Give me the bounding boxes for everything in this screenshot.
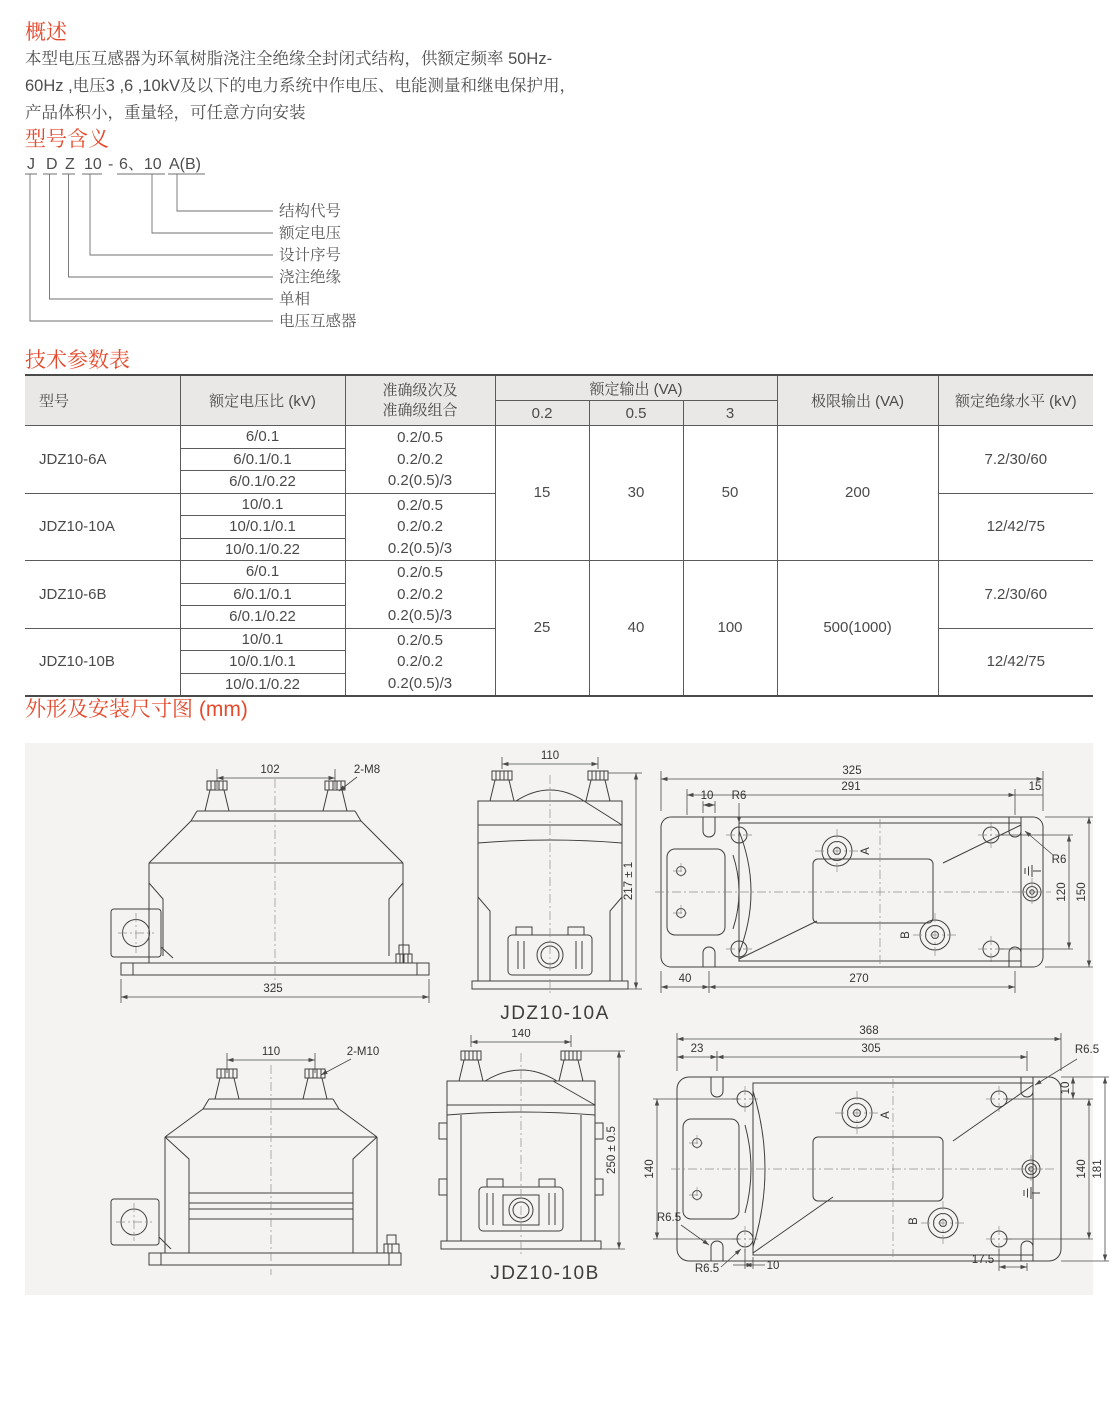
- accuracy-line: 0.2/0.2: [397, 585, 443, 603]
- side-notch: [595, 1179, 603, 1195]
- code-connector: [69, 174, 274, 277]
- terminal-bolt-icon: [215, 1069, 239, 1099]
- cell-accuracy: [345, 493, 495, 561]
- dim-label: 15: [1028, 781, 1042, 793]
- terminal-a-label: A: [880, 1111, 892, 1119]
- dim-label: 270: [849, 973, 869, 985]
- drawing-caption-b: JDZ10-10B: [490, 1263, 600, 1284]
- model-code-label: 单相: [279, 291, 311, 308]
- col-header-rated-output: 额定输出 (VA): [495, 375, 777, 401]
- cell-ratio: 6/0.1/0.22: [180, 471, 345, 494]
- accuracy-line: 0.2(0.5)/3: [387, 674, 453, 692]
- col-subheader-02: 0.2: [495, 401, 589, 426]
- dim-label: 368: [859, 1025, 879, 1037]
- dim-label: 10: [1060, 1081, 1072, 1095]
- model-meaning-section: [25, 127, 1093, 348]
- dim-label: 40: [678, 973, 692, 985]
- cell-ratio: 6/0.1: [180, 561, 345, 584]
- ground-bolt-icon: [1018, 878, 1046, 906]
- accuracy-line: 0.2/0.5: [397, 496, 443, 514]
- terminal-bolt-icon: [559, 1051, 583, 1081]
- radius-label: R6: [731, 790, 747, 802]
- terminal-a-label: A: [860, 847, 872, 855]
- terminal-bolt-icon: [490, 771, 514, 801]
- dim-label: 140: [644, 1159, 656, 1179]
- dim-label: 140: [511, 1029, 531, 1040]
- code-connector: [50, 174, 274, 299]
- cell-ratio: 10/0.1/0.1: [180, 651, 345, 674]
- cell-accuracy: [345, 426, 495, 494]
- dim-label: 217 ± 1: [623, 861, 635, 901]
- col-header-accuracy-line: 准确级次及: [382, 381, 458, 399]
- accuracy-line: 0.2/0.5: [397, 429, 443, 446]
- cell-model: JDZ10-10A: [25, 493, 180, 561]
- cell-ratio: 6/0.1/0.1: [180, 448, 345, 471]
- dim-label: 23: [690, 1043, 704, 1055]
- cell-limit-output: 200: [777, 426, 938, 561]
- overview-line: 60Hz ,电压3 ,6 ,10kV及以下的电力系统中作电压、电能测量和继电保护用，: [25, 77, 576, 95]
- cell-output-05: 30: [589, 426, 683, 561]
- cell-ratio: 6/0.1/0.22: [180, 606, 345, 629]
- cell-insulation: 7.2/30/60: [938, 561, 1093, 629]
- dim-label: 10: [766, 1260, 780, 1272]
- table-row: [25, 426, 1093, 449]
- side-notch: [439, 1123, 447, 1139]
- drawings-title: 外形及安装尺寸图 (mm): [25, 698, 248, 721]
- terminal-a-icon: [835, 1091, 879, 1135]
- cell-insulation: 12/42/75: [938, 628, 1093, 696]
- accuracy-line: 0.2/0.2: [397, 518, 443, 535]
- col-subheader-3: 3: [683, 401, 777, 426]
- bolt-spec-label: 2-M8: [353, 764, 381, 776]
- cell-limit-output: 500(1000): [777, 561, 938, 697]
- overview-body: [25, 46, 1093, 127]
- accuracy-line: 0.2/0.2: [397, 450, 443, 468]
- body-shoulders: [149, 821, 403, 863]
- model-meaning-title: 型号含义: [25, 128, 109, 151]
- col-subheader-05: 0.5: [589, 401, 683, 426]
- base-plate: [149, 1253, 401, 1265]
- model-code-label: 电压互感器: [279, 313, 357, 330]
- overview-title: 概述: [25, 21, 67, 44]
- radius-label: R6.5: [656, 1212, 682, 1224]
- dim-label: 10: [700, 790, 714, 802]
- drawings-panel: [25, 743, 1104, 1295]
- specs-table-body: [25, 426, 1093, 697]
- col-header-accuracy-line: 准确级组合: [382, 401, 458, 419]
- core-window: [813, 859, 933, 923]
- cell-ratio: 10/0.1: [180, 493, 345, 516]
- dim-label: 110: [540, 750, 560, 762]
- dim-label: 291: [841, 781, 861, 793]
- centerlines: [655, 819, 1051, 965]
- specs-title: 技术参数表: [25, 349, 130, 372]
- cell-output-05: 40: [589, 561, 683, 697]
- model-code-part: -: [108, 156, 114, 173]
- cell-accuracy: [345, 628, 495, 696]
- drawings-section: [25, 697, 1104, 1295]
- terminal-b-label: B: [908, 1217, 920, 1225]
- terminal-b-icon: [921, 1201, 965, 1245]
- cell-output-02: 15: [495, 426, 589, 561]
- body-sides: [149, 863, 403, 963]
- cell-ratio: 10/0.1/0.1: [180, 516, 345, 539]
- cell-ratio: 6/0.1: [180, 426, 345, 449]
- cell-ratio: 10/0.1: [180, 628, 345, 651]
- dim-label: 110: [261, 1046, 281, 1058]
- cell-model: JDZ10-6B: [25, 561, 180, 629]
- col-header-accuracy: [345, 375, 495, 426]
- model-code-part: 10: [84, 156, 102, 173]
- table-row: [25, 561, 1093, 584]
- accuracy-line: 0.2(0.5)/3: [387, 539, 453, 557]
- top-plate: [191, 811, 361, 821]
- model-code-label: 设计序号: [279, 247, 342, 264]
- specs-table: [25, 374, 1093, 697]
- cell-output-3: 100: [683, 561, 777, 697]
- model-code-part: D: [46, 156, 58, 173]
- cell-insulation: 12/42/75: [938, 493, 1093, 561]
- cell-output-02: 25: [495, 561, 589, 697]
- drawing-front-view-a: [105, 751, 445, 1013]
- dim-label: 305: [861, 1043, 881, 1055]
- cell-model: JDZ10-10B: [25, 628, 180, 696]
- terminal-b-icon: [913, 913, 957, 957]
- dim-label: 17.5: [971, 1254, 995, 1266]
- drawing-side-view-a: [450, 749, 655, 1001]
- drawing-top-view-a: [647, 759, 1097, 1001]
- cell-ratio: 10/0.1/0.22: [180, 538, 345, 561]
- terminal-a-icon: [815, 829, 859, 873]
- overview-line: 本型电压互感器为环氧树脂浇注全绝缘全封闭式结构，供额定频率 50Hz-: [25, 50, 553, 68]
- dim-label: 181: [1092, 1159, 1104, 1179]
- model-code-label: 浇注绝缘: [279, 269, 342, 286]
- model-code-part: 6、10: [119, 156, 162, 173]
- drawing-front-view-b: [105, 1043, 445, 1281]
- overview-line: 产品体积小，重量轻，可任意方向安装: [25, 104, 306, 122]
- accuracy-line: 0.2/0.5: [397, 564, 443, 581]
- cell-insulation: 7.2/30/60: [984, 450, 1048, 468]
- dim-label: 140: [1076, 1159, 1088, 1179]
- cell-output-3: 50: [683, 426, 777, 561]
- terminal-b-label: B: [900, 931, 912, 939]
- col-header-insulation: 额定绝缘水平 (kV): [938, 375, 1093, 426]
- accuracy-line: 0.2/0.5: [397, 631, 443, 649]
- model-code-part: A(B): [169, 156, 201, 173]
- terminal-bolt-icon: [459, 1051, 483, 1081]
- specs-section: [25, 348, 1093, 697]
- specs-table-head: [25, 375, 1093, 426]
- cell-ratio: 10/0.1/0.22: [180, 673, 345, 696]
- side-notch: [595, 1123, 603, 1139]
- drawing-caption-a: JDZ10-10A: [500, 1003, 610, 1024]
- dim-label: 150: [1076, 882, 1088, 902]
- model-code-label: 结构代号: [279, 203, 342, 220]
- radius-label: R6.5: [1074, 1044, 1100, 1056]
- code-connector: [177, 174, 273, 211]
- model-code-label: 额定电压: [279, 225, 342, 242]
- cell-accuracy: [345, 561, 495, 629]
- accuracy-line: 0.2(0.5)/3: [387, 472, 453, 489]
- base-bolt: [399, 945, 409, 954]
- ground-symbol-icon: [1024, 1187, 1040, 1199]
- dim-label: 102: [260, 764, 280, 776]
- ground-bolt-icon: [1017, 1155, 1045, 1183]
- cell-ratio: 6/0.1/0.1: [180, 583, 345, 606]
- col-header-ratio: 额定电压比 (kV): [180, 375, 345, 426]
- ground-symbol-icon: [1025, 865, 1041, 877]
- terminal-bolt-icon: [586, 771, 610, 801]
- dim-label: 325: [263, 983, 283, 995]
- dim-label: 250 ± 0.5: [606, 1126, 618, 1174]
- cell-model: JDZ10-6A: [25, 426, 180, 494]
- accuracy-line: 0.2/0.2: [397, 653, 443, 670]
- dim-label: 120: [1056, 882, 1068, 902]
- col-header-model: 型号: [25, 375, 180, 426]
- drawing-top-view-b: [643, 1025, 1113, 1277]
- model-code-diagram: [25, 153, 405, 343]
- code-connector: [90, 174, 273, 255]
- base-bolt: [387, 1235, 396, 1244]
- model-code-part: Z: [65, 156, 75, 173]
- drawing-side-view-b: [427, 1029, 655, 1261]
- side-notch: [439, 1179, 447, 1195]
- col-header-limit-output: 极限输出 (VA): [777, 375, 938, 426]
- radius-label: R6: [1051, 854, 1067, 866]
- model-code-part: J: [27, 156, 35, 173]
- accuracy-line: 0.2(0.5)/3: [387, 607, 453, 624]
- overview-section: [25, 20, 1093, 127]
- dim-label: 325: [842, 765, 862, 777]
- bolt-spec-label: 2-M10: [346, 1046, 380, 1058]
- body-chamfers: [149, 883, 403, 956]
- code-connector: [152, 174, 273, 233]
- radius-label: R6.5: [694, 1263, 720, 1275]
